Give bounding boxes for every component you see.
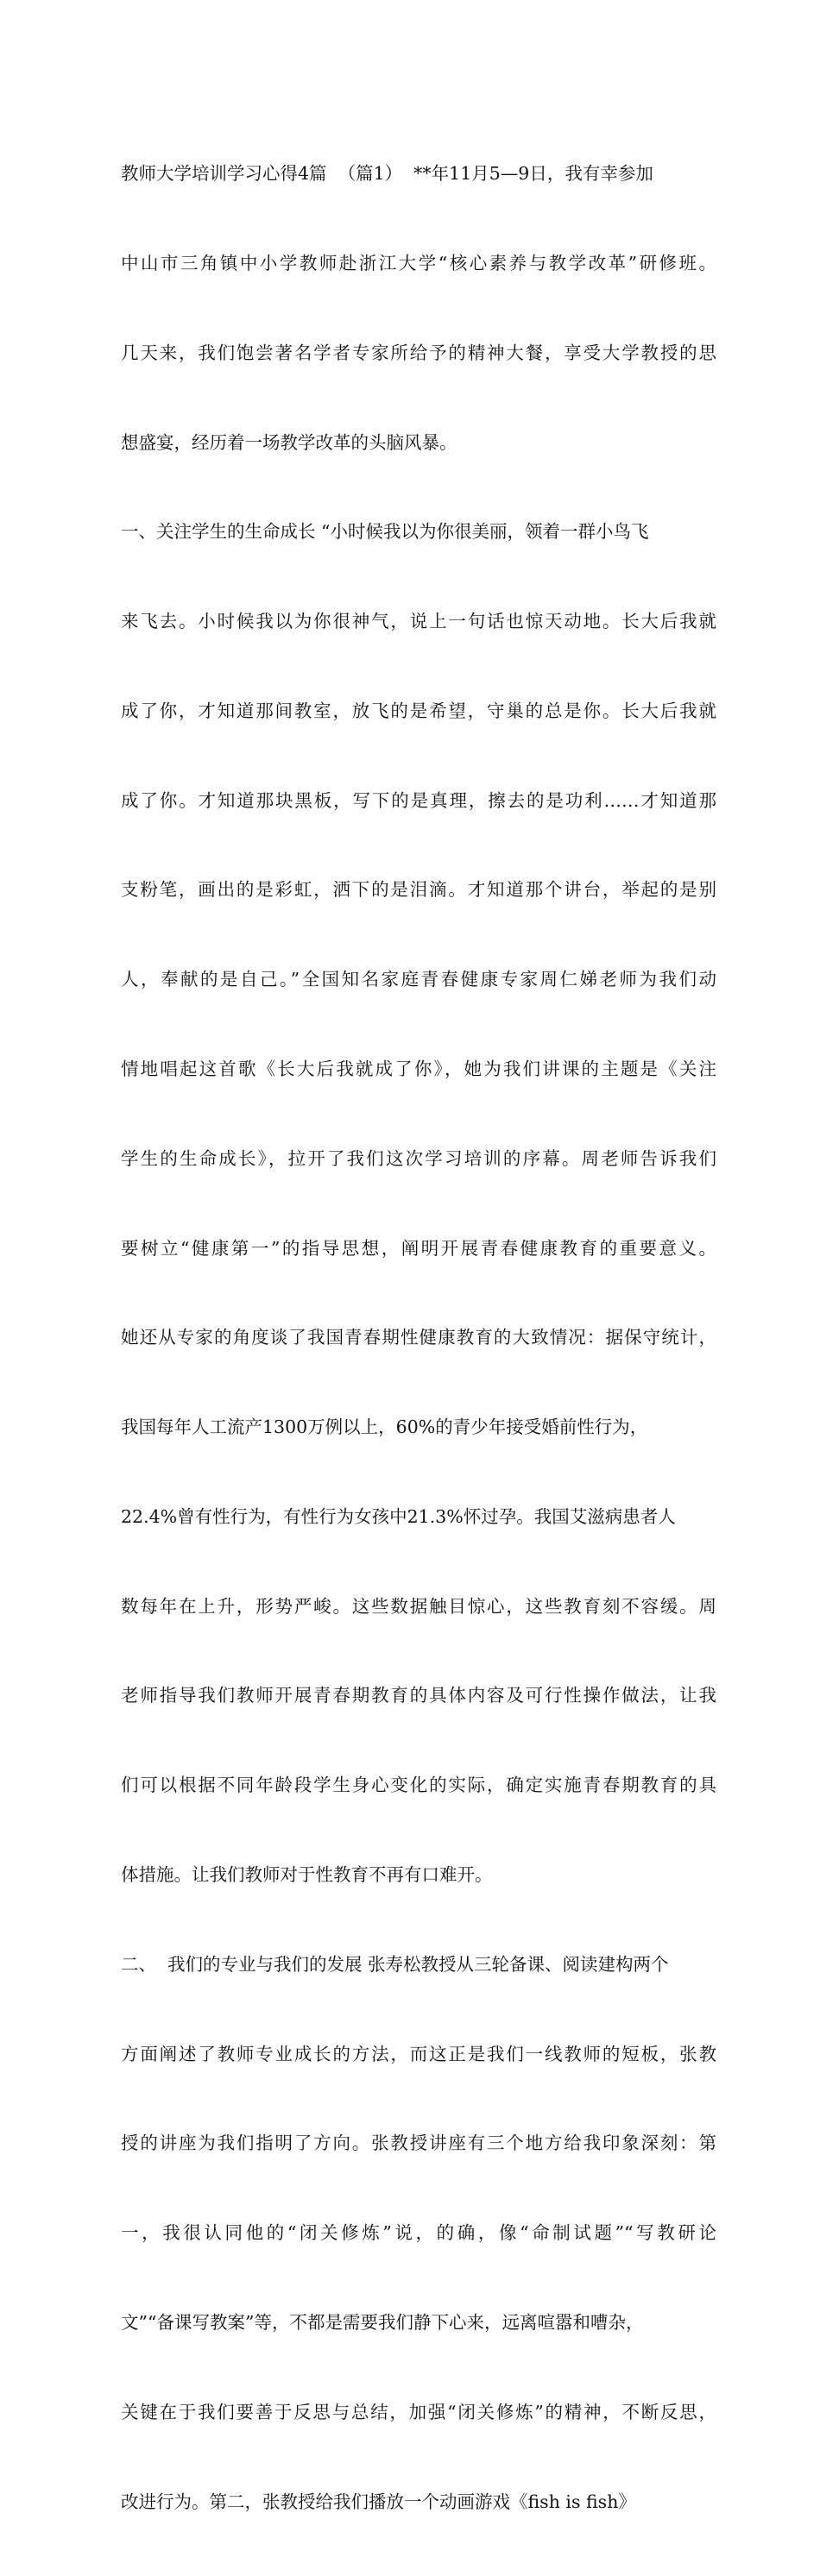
text-line: 改进行为。第二，张教授给我们播放一个动画游戏《fish is fish》: [121, 2491, 636, 2512]
document-body: [121, 99, 716, 2576]
text-line: 来飞去。小时候我以为你很神气，说上一句话也惊天动地。长大后我就: [121, 611, 716, 632]
text-line: 几天来，我们饱尝著名学者专家所给予的精神大餐，享受大学教授的思: [121, 342, 716, 363]
text-line: 老师指导我们教师开展青春期教育的具体内容及可行性操作做法，让我: [121, 1685, 716, 1706]
text-line: 们可以根据不同年龄段学生身心变化的实际，确定实施青春期教育的具: [121, 1775, 716, 1796]
text-line: 想盛宴，经历着一场教学改革的头脑风暴。: [121, 431, 457, 453]
text-line: 教师大学培训学习心得4篇 （篇1） **年11月5—9日，我有幸参加: [121, 163, 653, 185]
text-line: 学生的生命成长》，拉开了我们这次学习培训的序幕。周老师告诉我们: [121, 1147, 716, 1169]
text-line: 中山市三角镇中小学教师赴浙江大学“核心素养与教学改革”研修班。: [121, 252, 716, 273]
text-line: 二、 我们的专业与我们的发展 张寿松教授从三轮备课、阅读建构两个: [121, 1953, 669, 1975]
text-line: 支粉笔，画出的是彩虹，洒下的是泪滴。才知道那个讲台，举起的是别: [121, 879, 716, 901]
text-line: 关键在于我们要善于反思与总结，加强“闭关修炼”的精神，不断反思，: [121, 2401, 716, 2422]
text-line: 一，我很认同他的“闭关修炼”说，的确，像“命制试题”“写教研论: [121, 2222, 716, 2244]
text-line: 情地唱起这首歌《长大后我就成了你》，她为我们讲课的主题是《关注: [121, 1059, 716, 1079]
text-line: 方面阐述了教师专业成长的方法，而这正是我们一线教师的短板，张教: [121, 2043, 716, 2064]
text-line: 文”“备课写教案”等，不都是需要我们静下心来，远离喧嚣和嘈杂，: [121, 2311, 644, 2333]
text-line: 我国每年人工流产1300万例以上，60%的青少年接受婚前性行为，: [121, 1417, 648, 1438]
text-line: 成了你，才知道那间教室，放飞的是希望，守巢的总是你。长大后我就: [121, 700, 716, 721]
text-line: 一、关注学生的生命成长 “小时候我以为你很美丽，领着一群小鸟飞: [121, 521, 649, 543]
text-line: 数每年在上升，形势严峻。这些数据触目惊心，这些教育刻不容缓。周: [121, 1595, 716, 1617]
text-line: 22.4%曾有性行为，有性行为女孩中21.3%怀过孕。我国艾滋病患者人: [121, 1505, 676, 1527]
text-line: 成了你。才知道那块黑板，写下的是真理，擦去的是功利……才知道那: [121, 789, 716, 811]
text-line: 体措施。让我们教师对于性教育不再有口难开。: [121, 1864, 493, 1886]
text-line: 授的讲座为我们指明了方向。张教授讲座有三个地方给我印象深刻：第: [121, 2133, 716, 2154]
text-line: 人，奉献的是自己。”全国知名家庭青春健康专家周仁娣老师为我们动: [121, 969, 716, 990]
text-line: 要树立“健康第一”的指导思想，阐明开展青春健康教育的重要意义。: [121, 1237, 716, 1259]
text-line: 她还从专家的角度谈了我国青春期性健康教育的大致情况：据保守统计，: [121, 1327, 716, 1348]
